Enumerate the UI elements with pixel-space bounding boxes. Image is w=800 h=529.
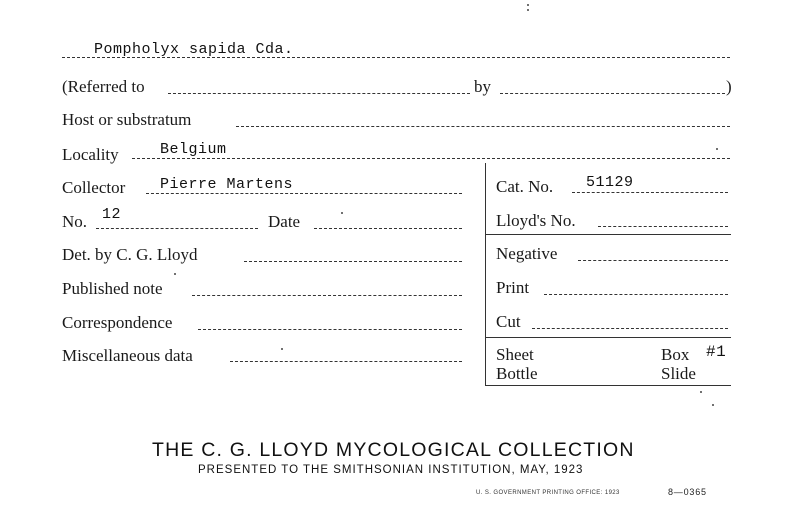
box-bottom-border	[485, 385, 731, 386]
sheet-label: Sheet	[496, 345, 534, 364]
date-label: Date	[268, 212, 301, 231]
collector-value: Pierre Martens	[160, 176, 294, 193]
box-value: #1	[706, 343, 727, 361]
species-name: Pompholyx sapida Cda.	[94, 41, 294, 58]
referred-close-paren: )	[726, 77, 732, 96]
box-divider-middle	[485, 337, 731, 338]
negative-line	[578, 260, 728, 261]
referred-to-label: (Referred to	[62, 77, 145, 96]
scan-speck	[527, 9, 529, 11]
scan-speck	[716, 148, 718, 150]
scan-speck	[341, 212, 343, 214]
scan-speck	[712, 404, 714, 406]
cut-label: Cut	[496, 312, 521, 331]
cut-line	[532, 328, 728, 329]
cat-no-label: Cat. No.	[496, 177, 554, 196]
scan-speck	[527, 4, 529, 6]
published-note-label: Published note	[62, 279, 163, 298]
form-code: 8—0365	[668, 487, 707, 497]
scan-speck	[174, 273, 176, 275]
cat-no-value: 51129	[586, 174, 634, 191]
correspondence-line	[198, 329, 462, 330]
det-by-label: Det. by C. G. Lloyd	[62, 245, 198, 264]
lloyds-no-label: Lloyd's No.	[496, 211, 576, 230]
by-label: by	[474, 77, 491, 96]
referred-to-line	[168, 93, 470, 94]
scan-speck	[281, 348, 283, 350]
published-note-line	[192, 295, 462, 296]
by-line	[500, 93, 725, 94]
collection-title: THE C. G. LLOYD MYCOLOGICAL COLLECTION	[152, 439, 635, 461]
box-divider-top	[485, 234, 731, 235]
misc-data-line	[230, 361, 462, 362]
det-by-line	[244, 261, 462, 262]
box-left-border	[485, 163, 486, 385]
scan-speck	[700, 391, 702, 393]
bottle-label: Bottle	[496, 364, 538, 383]
box-label: Box	[661, 345, 690, 364]
collection-subtitle: PRESENTED TO THE SMITHSONIAN INSTITUTION, MAY, 1923	[198, 464, 584, 476]
no-line	[96, 228, 258, 229]
negative-label: Negative	[496, 244, 558, 263]
lloyds-no-line	[598, 226, 728, 227]
date-line	[314, 228, 462, 229]
print-label: Print	[496, 278, 530, 297]
collector-label: Collector	[62, 178, 126, 197]
no-label: No.	[62, 212, 88, 231]
print-line	[544, 294, 728, 295]
slide-label: Slide	[661, 364, 696, 383]
misc-data-label: Miscellaneous data	[62, 346, 193, 365]
correspondence-label: Correspondence	[62, 313, 173, 332]
host-line	[236, 126, 730, 127]
locality-label: Locality	[62, 145, 119, 164]
printer-imprint: U. S. GOVERNMENT PRINTING OFFICE: 1923	[476, 490, 620, 496]
host-label: Host or substratum	[62, 110, 192, 129]
cat-no-line	[572, 192, 728, 193]
locality-value: Belgium	[160, 141, 227, 158]
no-value: 12	[102, 206, 122, 223]
